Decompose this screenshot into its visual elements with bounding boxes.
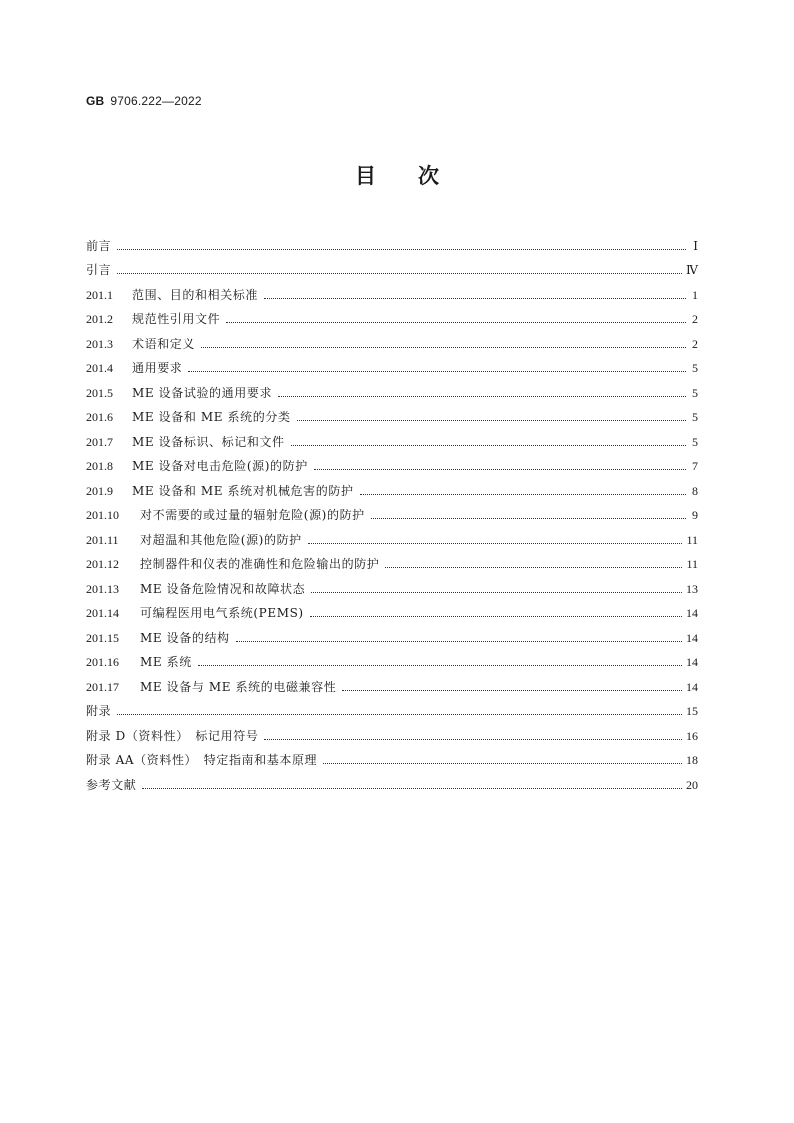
toc-entry-page: 9 [692, 508, 698, 522]
standard-number: 9706.222—2022 [110, 94, 202, 108]
toc-entry-page: 18 [686, 753, 698, 767]
toc-entry[interactable] [86, 472, 698, 497]
toc-dot-leader [117, 272, 682, 274]
toc-entry[interactable] [86, 742, 698, 767]
document-header [86, 94, 202, 108]
toc-entry-page: 14 [686, 655, 698, 669]
toc-entry-label: 范围、目的和相关标准 [132, 287, 259, 302]
toc-entry-page: 8 [692, 483, 698, 498]
toc-dot-leader [264, 297, 686, 299]
toc-dot-leader [278, 395, 686, 397]
toc-entry-page: 5 [692, 385, 698, 400]
toc-dot-leader [264, 738, 682, 740]
toc-entry-page: 16 [686, 728, 698, 743]
toc-entry-number: 201.4 [86, 361, 113, 375]
toc-entry[interactable] [86, 619, 698, 644]
toc-entry[interactable] [86, 668, 698, 693]
toc-entry-label: ME 设备和 ME 系统的分类 [132, 410, 291, 424]
toc-entry[interactable] [86, 570, 698, 595]
toc-entry-page: Ⅰ [693, 238, 698, 253]
toc-dot-leader [310, 615, 682, 617]
toc-entry[interactable] [86, 766, 698, 791]
toc-entry-label: ME 设备对电击危险(源)的防护 [132, 459, 308, 473]
toc-entry-number: 201.14 [86, 606, 119, 620]
toc-dot-leader [226, 321, 686, 323]
toc-entry[interactable] [86, 497, 698, 522]
toc-entry-page: 14 [686, 630, 698, 645]
toc-entry-page: 14 [686, 679, 698, 694]
toc-dot-leader [201, 346, 686, 348]
toc-entry-number: 201.8 [86, 459, 113, 473]
toc-entry-number: 201.12 [86, 557, 119, 571]
toc-entry-page: 2 [692, 336, 698, 351]
toc-entry-page: 11 [686, 557, 698, 571]
toc-entry-number: 201.10 [86, 508, 119, 522]
toc-entry[interactable] [86, 521, 698, 546]
toc-entry-label: 参考文献 [86, 777, 137, 792]
toc-dot-leader [117, 713, 682, 715]
toc-entry-number: 201.13 [86, 581, 119, 596]
toc-entry-label: 控制器件和仪表的准确性和危险输出的防护 [140, 557, 380, 571]
toc-entry-label: 对超温和其他危险(源)的防护 [140, 532, 302, 547]
toc-entry-page: 2 [692, 312, 698, 326]
toc-entry-page: 20 [686, 777, 698, 792]
toc-entry-number: 201.2 [86, 312, 113, 326]
toc-dot-leader [385, 566, 682, 568]
toc-entry[interactable] [86, 693, 698, 718]
toc-entry[interactable] [86, 546, 698, 571]
toc-dot-leader [308, 542, 683, 544]
toc-entry-number: 201.11 [86, 532, 119, 547]
toc-entry-label: ME 设备标识、标记和文件 [132, 434, 285, 449]
toc-dot-leader [360, 493, 686, 495]
toc-entry[interactable] [86, 227, 698, 252]
toc-entry-number: 201.1 [86, 287, 113, 302]
toc-dot-leader [314, 468, 686, 470]
toc-entry-label: ME 系统 [140, 655, 192, 669]
toc-entry-label: ME 设备和 ME 系统对机械危害的防护 [132, 483, 354, 498]
toc-entry-label: 附录 D（资料性） 标记用符号 [86, 728, 259, 743]
toc-entry-number: 201.5 [86, 385, 113, 400]
toc-entry-page: 5 [692, 434, 698, 449]
toc-entry-number: 201.9 [86, 483, 113, 498]
page-title: 目 次 [355, 164, 439, 188]
toc-entry-label: 可编程医用电气系统(PEMS) [140, 606, 304, 620]
toc-entry[interactable] [86, 595, 698, 620]
toc-entry-label: ME 设备的结构 [140, 630, 230, 645]
toc-entry-label: 对不需要的或过量的辐射危险(源)的防护 [140, 508, 365, 522]
toc-entry-number: 201.17 [86, 679, 119, 694]
toc-dot-leader [142, 787, 682, 789]
toc-entry-label: 前言 [86, 238, 112, 253]
toc-entry-page: 11 [686, 532, 698, 547]
toc-entry[interactable] [86, 423, 698, 448]
toc-dot-leader [323, 762, 682, 764]
table-of-contents [86, 227, 698, 791]
toc-dot-leader [297, 419, 686, 421]
toc-entry[interactable] [86, 276, 698, 301]
toc-entry[interactable] [86, 325, 698, 350]
toc-entry-label: 引言 [86, 263, 112, 277]
toc-entry-page: 5 [692, 361, 698, 375]
toc-dot-leader [371, 517, 686, 519]
toc-entry-label: 附录 [86, 704, 112, 718]
toc-entry[interactable] [86, 399, 698, 424]
toc-dot-leader [198, 664, 682, 666]
toc-dot-leader [236, 640, 682, 642]
toc-entry-page: Ⅳ [686, 263, 698, 277]
toc-entry-number: 201.3 [86, 336, 113, 351]
toc-entry-label: 规范性引用文件 [132, 312, 221, 326]
toc-entry-label: 通用要求 [132, 361, 183, 375]
toc-entry-number: 201.7 [86, 434, 113, 449]
toc-entry-label: 附录 AA（资料性） 特定指南和基本原理 [86, 753, 318, 767]
toc-entry-page: 5 [692, 410, 698, 424]
toc-entry[interactable] [86, 448, 698, 473]
toc-entry-label: ME 设备试验的通用要求 [132, 385, 273, 400]
toc-entry-number: 201.15 [86, 630, 119, 645]
toc-dot-leader [311, 591, 682, 593]
toc-dot-leader [117, 248, 686, 250]
toc-entry-label: ME 设备与 ME 系统的电磁兼容性 [140, 679, 337, 694]
toc-entry[interactable] [86, 301, 698, 326]
toc-entry[interactable] [86, 717, 698, 742]
toc-entry[interactable] [86, 644, 698, 669]
toc-entry-number: 201.16 [86, 655, 119, 669]
toc-entry[interactable] [86, 374, 698, 399]
toc-entry-page: 15 [686, 704, 698, 718]
toc-entry-label: 术语和定义 [132, 336, 196, 351]
toc-entry-number: 201.6 [86, 410, 113, 424]
toc-entry-page: 7 [692, 459, 698, 473]
toc-dot-leader [188, 370, 686, 372]
toc-entry[interactable] [86, 252, 698, 277]
toc-entry[interactable] [86, 350, 698, 375]
toc-dot-leader [342, 689, 682, 691]
toc-dot-leader [291, 444, 686, 446]
toc-entry-page: 14 [686, 606, 698, 620]
toc-entry-page: 13 [686, 581, 698, 596]
toc-entry-page: 1 [692, 287, 698, 302]
toc-entry-label: ME 设备危险情况和故障状态 [140, 581, 306, 596]
standard-prefix: GB [86, 94, 105, 108]
